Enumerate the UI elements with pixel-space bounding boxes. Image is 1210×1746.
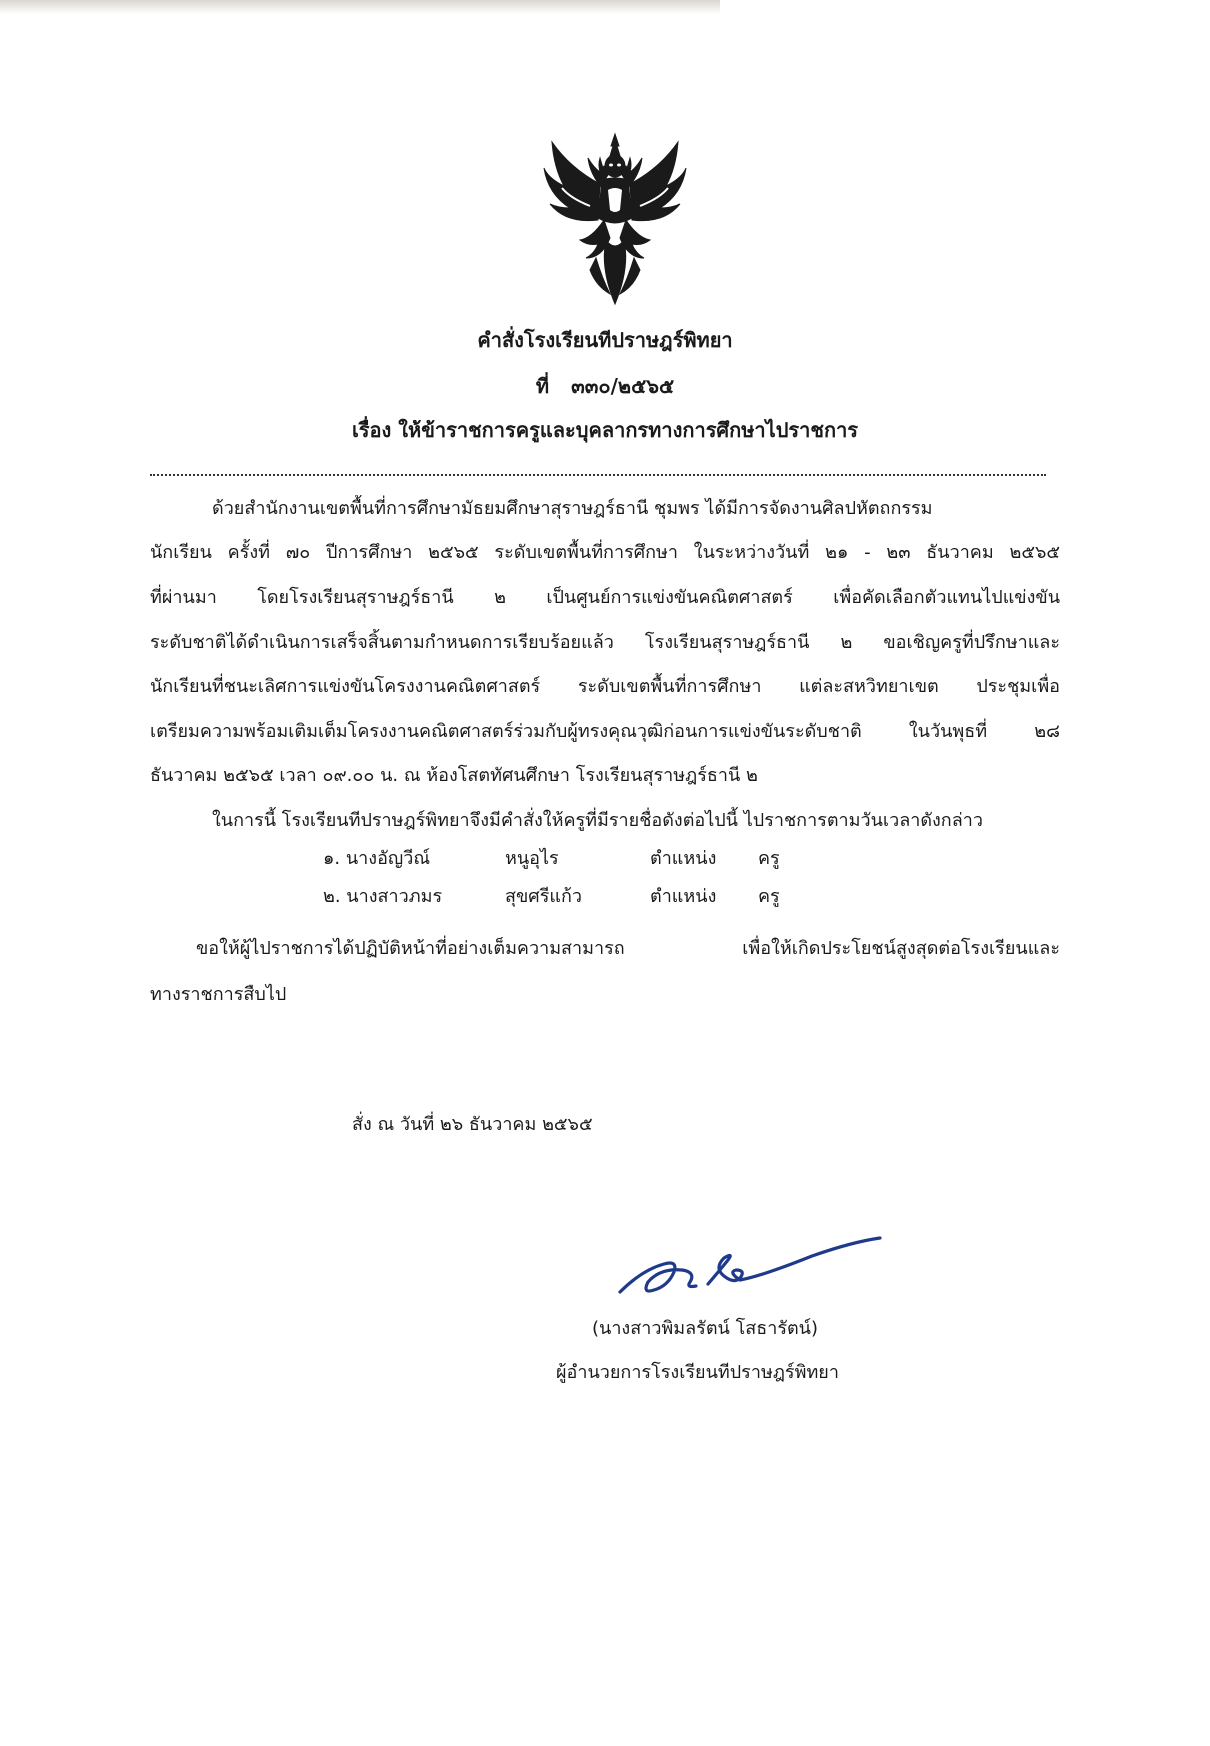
body-line: นักเรียน ครั้งที่ ๗๐ ปีการศึกษา ๒๕๖๕ ระดับเขตพื้นที่การศึกษา ในระหว่างวันที่ ๒๑ - ๒๓ ธันวาคม ๒๕๖๕ (150, 542, 1060, 563)
body-line: นักเรียนที่ชนะเลิศการแข่งขันโครงงานคณิตศาสตร์ ระดับเขตพื้นที่การศึกษา แต่ละสหวิทยาเขต ประชุมเพื่อ (150, 676, 1060, 697)
garuda-emblem-icon (540, 128, 690, 308)
dotted-divider (150, 474, 1046, 476)
order-number (0, 372, 1210, 400)
person-1-name: ๑. นางอัญวีณ์ (323, 848, 431, 869)
signatory-name: (นางสาวพิมลรัตน์ โสธารัตน์) (592, 1318, 819, 1339)
order-number-label: ที่ (535, 374, 550, 398)
signatory-position: ผู้อำนวยการโรงเรียนทีปราษฎร์พิทยา (556, 1362, 839, 1383)
handwritten-signature (612, 1230, 892, 1310)
order-date: สั่ง ณ วันที่ ๒๖ ธันวาคม ๒๕๖๕ (352, 1114, 593, 1135)
person-2-position: ครู (758, 886, 780, 907)
order-title: คำสั่งโรงเรียนทีปราษฎร์พิทยา (477, 328, 733, 352)
body-line: ในการนี้ โรงเรียนทีปราษฎร์พิทยาจึงมีคำสั่งให้ครูที่มีรายชื่อดังต่อไปนี้ ไปราชการตามวันเวลาดังกล่าว (212, 810, 983, 831)
person-2-surname: สุขศรีแก้ว (505, 886, 582, 907)
person-2-name: ๒. นางสาวภมร (323, 886, 443, 907)
body-line: ระดับชาติได้ดำเนินการเสร็จสิ้นตามกำหนดการเรียบร้อยแล้ว โรงเรียนสุราษฎร์ธานี ๒ ขอเชิญครูที่ปรึกษาและ (150, 632, 1060, 653)
person-1-position-label: ตำแหน่ง (650, 848, 717, 869)
order-number-value: ๓๓๐/๒๕๖๕ (571, 374, 675, 398)
body-line: ขอให้ผู้ไปราชการได้ปฏิบัติหน้าที่อย่างเต็มความสามารถ เพื่อให้เกิดประโยชน์สูงสุดต่อโรงเรียนและ (196, 938, 1060, 959)
body-line: ทางราชการสืบไป (150, 984, 287, 1005)
person-1-surname: หนูอุไร (505, 848, 559, 869)
order-subject: เรื่อง ให้ข้าราชการครูและบุคลากรทางการศึกษาไปราชการ (351, 418, 859, 442)
body-line: เตรียมความพร้อมเติมเต็มโครงงานคณิตศาสตร์ร่วมกับผู้ทรงคุณวุฒิก่อนการแข่งขันระดับชาติ ในวันพุธที่ ๒๘ (150, 721, 1060, 742)
body-line: ด้วยสำนักงานเขตพื้นที่การศึกษามัธยมศึกษาสุราษฎร์ธานี ชุมพร ได้มีการจัดงานศิลปหัตถกรรม (212, 498, 933, 519)
body-line: ที่ผ่านมา โดยโรงเรียนสุราษฎร์ธานี ๒ เป็นศูนย์การแข่งขันคณิตศาสตร์ เพื่อคัดเลือกตัวแทนไปแข่งขัน (150, 587, 1060, 608)
scan-edge-shadow (0, 0, 720, 14)
person-2-position-label: ตำแหน่ง (650, 886, 717, 907)
person-1-position: ครู (758, 848, 780, 869)
body-line: ธันวาคม ๒๕๖๕ เวลา ๐๙.๐๐ น. ณ ห้องโสตทัศนศึกษา โรงเรียนสุราษฎร์ธานี ๒ (150, 765, 758, 786)
